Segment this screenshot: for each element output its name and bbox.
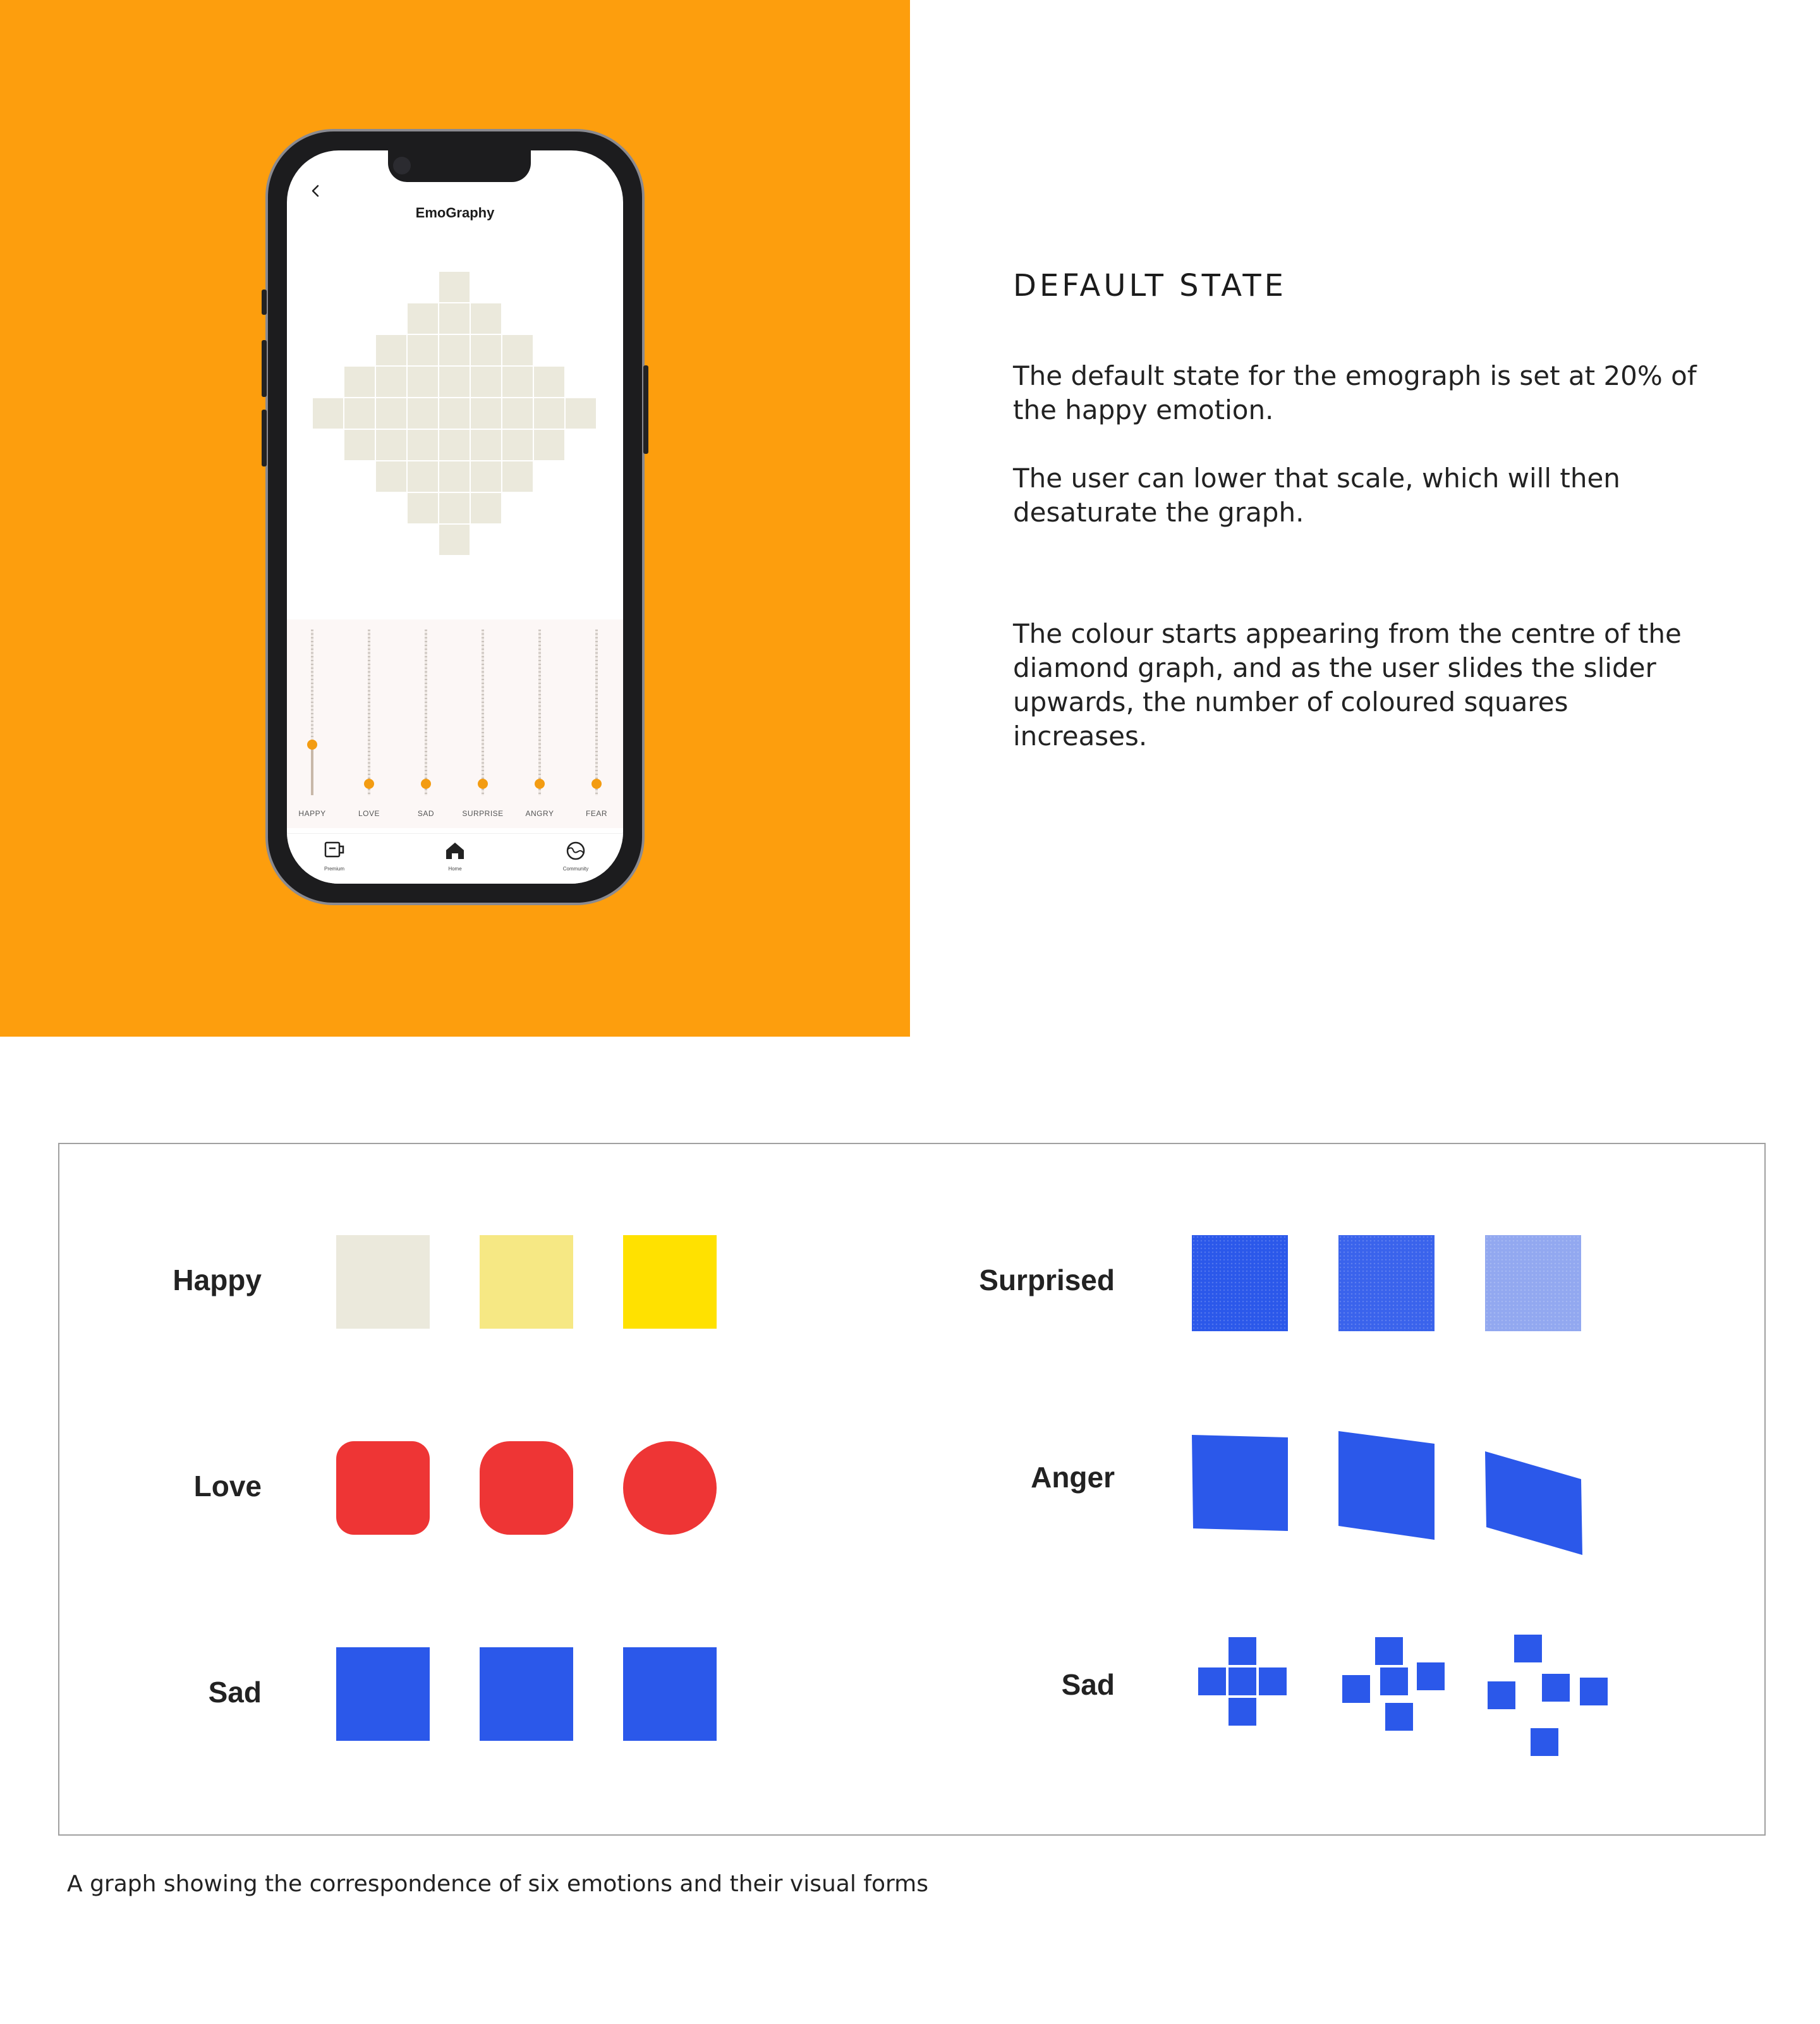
premium-icon — [320, 840, 348, 862]
slider-label: FEAR — [585, 809, 607, 818]
phone-side-button — [262, 290, 267, 315]
emograph-square — [471, 367, 501, 397]
emograph-square — [502, 367, 533, 397]
sad-scatter-square — [1417, 1662, 1445, 1690]
legend-label-sad: Sad — [208, 1676, 262, 1709]
phone-volume-down — [262, 410, 267, 466]
emograph-square — [408, 430, 438, 460]
slider-label: LOVE — [358, 809, 380, 818]
phone-power-button — [643, 365, 648, 454]
slider-panel — [287, 619, 623, 828]
legend-label-love: Love — [193, 1470, 262, 1503]
sad-swatch — [480, 1647, 573, 1741]
emograph-square — [471, 303, 501, 334]
surprised-swatch — [1338, 1235, 1435, 1331]
love-swatch — [480, 1441, 573, 1535]
anger-swatch — [1192, 1435, 1288, 1531]
community-icon — [562, 840, 590, 862]
sad-swatch — [336, 1647, 430, 1741]
sad-scatter-square — [1380, 1667, 1408, 1695]
text-line: the happy emotion. — [1013, 394, 1274, 425]
sad-scatter-square — [1228, 1667, 1256, 1695]
emograph-square — [439, 367, 470, 397]
back-arrow-icon[interactable] — [308, 183, 324, 198]
slider-label: SURPRISE — [462, 809, 504, 818]
camera-icon — [393, 157, 411, 174]
sad-scatter-square — [1375, 1637, 1403, 1665]
emograph-square — [471, 398, 501, 429]
emograph-square — [376, 367, 406, 397]
emograph-square — [471, 461, 501, 492]
slider-track[interactable] — [595, 630, 598, 795]
slider-label: SAD — [417, 809, 435, 818]
emograph-square — [439, 493, 470, 523]
home-icon — [441, 840, 469, 862]
emograph-square — [471, 430, 501, 460]
love-swatch — [623, 1441, 717, 1535]
emograph-square — [313, 398, 343, 429]
sad-scatter-square — [1542, 1674, 1570, 1702]
emograph-square — [408, 398, 438, 429]
sad-scatter-square — [1531, 1728, 1558, 1756]
slider-knob[interactable] — [535, 779, 545, 789]
emograph-square — [344, 367, 375, 397]
slider-knob[interactable] — [307, 740, 317, 750]
slider-knob[interactable] — [364, 779, 374, 789]
slider-track[interactable] — [482, 630, 484, 795]
sad-scatter-shapes — [1178, 1625, 1620, 1789]
emograph-square — [439, 272, 470, 302]
phone-volume-up — [262, 340, 267, 397]
app-title: EmoGraphy — [415, 205, 495, 221]
sad-swatch — [623, 1647, 717, 1741]
tab-community-label: Community — [562, 866, 589, 872]
surprised-swatch — [1485, 1235, 1581, 1331]
anger-shapes — [1184, 1422, 1614, 1561]
emograph-square — [344, 398, 375, 429]
emograph-square — [376, 461, 406, 492]
emograph-square — [408, 367, 438, 397]
tab-premium[interactable] — [306, 840, 363, 872]
tab-premium-label: Premium — [324, 866, 344, 872]
phone-screen — [287, 150, 623, 884]
anger-swatch — [1338, 1431, 1435, 1540]
section-heading: DEFAULT STATE — [1013, 268, 1287, 303]
slider-fill — [311, 745, 313, 795]
legend-label-anger: Anger — [1031, 1461, 1115, 1494]
sad-scatter-square — [1385, 1703, 1413, 1731]
tab-home-label: Home — [448, 866, 462, 872]
text-line: The colour starts appearing from the centre of the — [1013, 618, 1682, 649]
slider-knob[interactable] — [478, 779, 488, 789]
emograph-square — [502, 398, 533, 429]
sad-scatter-square — [1259, 1667, 1287, 1695]
emograph-square — [344, 430, 375, 460]
emograph-square — [502, 335, 533, 365]
text-line: desaturate the graph. — [1013, 497, 1304, 528]
sad-scatter-square — [1488, 1681, 1515, 1709]
text-line: The user can lower that scale, which will then — [1013, 463, 1620, 494]
happy-swatch — [480, 1235, 573, 1329]
paragraph-colour-spread — [1013, 617, 1714, 753]
emograph-square — [408, 303, 438, 334]
emograph-square — [534, 398, 564, 429]
sad-scatter-square — [1514, 1635, 1542, 1662]
emograph-square — [439, 398, 470, 429]
slider-track[interactable] — [538, 630, 541, 795]
emotion-legend — [58, 1143, 1766, 1836]
legend-label-sad-right: Sad — [1061, 1668, 1115, 1701]
happy-swatch — [336, 1235, 430, 1329]
emograph-square — [502, 461, 533, 492]
emograph-square — [376, 398, 406, 429]
slider-knob[interactable] — [592, 779, 602, 789]
tab-home[interactable] — [427, 840, 483, 872]
text-line: increases. — [1013, 721, 1148, 752]
slider-track[interactable] — [425, 630, 427, 795]
emograph-square — [471, 493, 501, 523]
paragraph-lower-scale — [1013, 461, 1714, 530]
anger-swatch — [1485, 1451, 1582, 1555]
sad-scatter-square — [1342, 1675, 1370, 1703]
sad-scatter-square — [1228, 1698, 1256, 1726]
emograph-square — [408, 335, 438, 365]
emograph-square — [566, 398, 596, 429]
sad-scatter-square — [1198, 1667, 1226, 1695]
sad-scatter-square — [1580, 1678, 1608, 1705]
slider-track[interactable] — [368, 630, 370, 795]
legend-label-surprised: Surprised — [979, 1264, 1115, 1296]
text-line: upwards, the number of coloured squares — [1013, 686, 1568, 717]
surprised-swatch — [1192, 1235, 1288, 1331]
emograph-square — [376, 430, 406, 460]
emograph-square — [408, 493, 438, 523]
emograph-square — [439, 335, 470, 365]
happy-swatch — [623, 1235, 717, 1329]
emograph-square — [439, 461, 470, 492]
emograph-square — [408, 461, 438, 492]
emograph-square — [534, 430, 564, 460]
love-swatch — [336, 1441, 430, 1535]
slider-knob[interactable] — [421, 779, 431, 789]
paragraph-default-state — [1013, 359, 1714, 427]
tab-community[interactable] — [547, 840, 604, 872]
sad-scatter-square — [1228, 1637, 1256, 1665]
emograph-square — [502, 430, 533, 460]
text-line: diamond graph, and as the user slides the slider — [1013, 652, 1656, 683]
emograph-square — [439, 303, 470, 334]
figure-caption: A graph showing the correspondence of six emotions and their visual forms — [67, 1871, 928, 1897]
emograph-square — [439, 525, 470, 555]
emograph-square — [471, 335, 501, 365]
tab-bar — [287, 833, 623, 884]
emograph-square — [534, 367, 564, 397]
slider-label: HAPPY — [298, 809, 326, 818]
legend-label-happy: Happy — [173, 1264, 262, 1296]
phone-mockup — [265, 129, 645, 905]
emograph-square — [376, 335, 406, 365]
emograph-square — [439, 430, 470, 460]
slider-label: ANGRY — [525, 809, 554, 818]
text-line: The default state for the emograph is set at 20% of — [1013, 360, 1697, 391]
